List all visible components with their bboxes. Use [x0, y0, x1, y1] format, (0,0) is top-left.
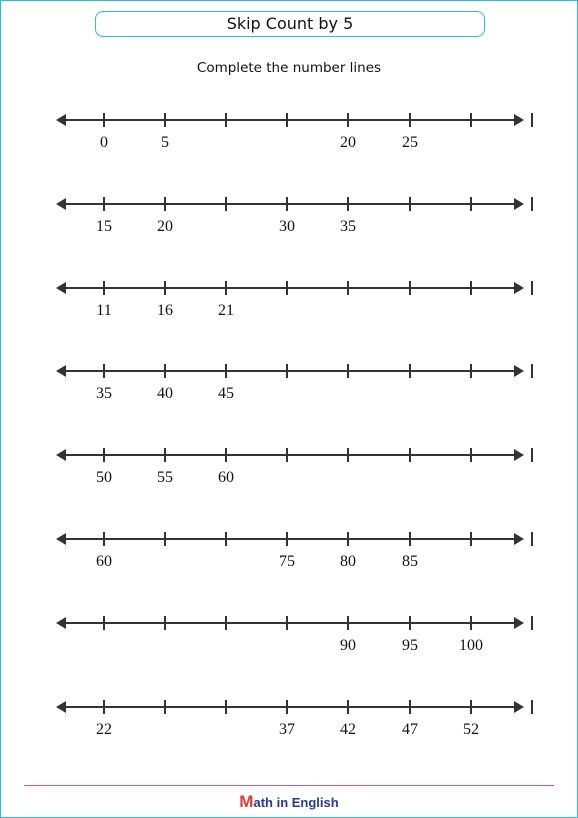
tick-mark: [531, 700, 533, 714]
tick-mark: [286, 364, 288, 378]
tick-label: 40: [157, 385, 173, 402]
tick-mark: [409, 700, 411, 714]
arrow-right-icon: [514, 449, 524, 461]
tick-mark: [347, 113, 349, 127]
tick-label: 16: [157, 302, 173, 319]
tick-mark: [286, 532, 288, 546]
tick-mark: [286, 616, 288, 630]
tick-label: 100: [459, 637, 483, 654]
worksheet-title: Skip Count by 5: [95, 11, 485, 37]
tick-mark: [164, 197, 166, 211]
tick-mark: [347, 364, 349, 378]
arrow-right-icon: [514, 114, 524, 126]
tick-mark: [531, 532, 533, 546]
tick-mark: [286, 281, 288, 295]
tick-mark: [225, 616, 227, 630]
tick-mark: [409, 197, 411, 211]
tick-mark: [347, 616, 349, 630]
tick-label: 75: [279, 553, 295, 570]
tick-mark: [409, 281, 411, 295]
tick-label: 55: [157, 469, 173, 486]
number-line: [56, 278, 524, 319]
tick-label: 52: [463, 721, 479, 738]
tick-mark: [103, 700, 105, 714]
tick-label: 5: [161, 134, 169, 151]
tick-label: 35: [340, 218, 356, 235]
tick-mark: [286, 113, 288, 127]
number-line-axis: [64, 622, 516, 624]
tick-mark: [409, 532, 411, 546]
tick-mark: [531, 113, 533, 127]
tick-mark: [409, 448, 411, 462]
arrow-left-icon: [56, 114, 66, 126]
tick-mark: [103, 364, 105, 378]
number-line: [56, 110, 524, 151]
tick-mark: [225, 113, 227, 127]
tick-label: 50: [96, 469, 112, 486]
tick-mark: [531, 616, 533, 630]
arrow-left-icon: [56, 449, 66, 461]
tick-mark: [347, 448, 349, 462]
tick-mark: [470, 197, 472, 211]
tick-mark: [164, 700, 166, 714]
tick-mark: [164, 364, 166, 378]
arrow-left-icon: [56, 282, 66, 294]
tick-mark: [225, 197, 227, 211]
tick-mark: [103, 113, 105, 127]
tick-mark: [103, 281, 105, 295]
number-line: [56, 194, 524, 235]
brand-logo: [0, 792, 578, 812]
arrow-left-icon: [56, 198, 66, 210]
number-line: [56, 613, 524, 654]
tick-mark: [347, 532, 349, 546]
tick-mark: [164, 532, 166, 546]
arrow-right-icon: [514, 282, 524, 294]
tick-label: 25: [402, 134, 418, 151]
tick-mark: [470, 532, 472, 546]
tick-mark: [409, 113, 411, 127]
tick-label: 15: [96, 218, 112, 235]
number-line: [56, 361, 524, 402]
tick-label: 47: [402, 721, 418, 738]
tick-mark: [347, 197, 349, 211]
tick-label: 60: [218, 469, 234, 486]
arrow-right-icon: [514, 617, 524, 629]
tick-mark: [103, 197, 105, 211]
tick-mark: [103, 616, 105, 630]
tick-mark: [409, 616, 411, 630]
worksheet-subtitle: Complete the number lines: [196, 60, 382, 76]
tick-mark: [103, 532, 105, 546]
footer-divider: [24, 785, 554, 786]
tick-mark: [286, 197, 288, 211]
arrow-right-icon: [514, 198, 524, 210]
arrow-left-icon: [56, 533, 66, 545]
tick-mark: [347, 281, 349, 295]
tick-mark: [286, 700, 288, 714]
tick-label: 22: [96, 721, 112, 738]
tick-mark: [164, 113, 166, 127]
number-line: [56, 697, 524, 738]
tick-mark: [470, 616, 472, 630]
tick-mark: [225, 448, 227, 462]
number-line-axis: [64, 203, 516, 205]
tick-mark: [225, 281, 227, 295]
number-line: [56, 445, 524, 486]
tick-mark: [470, 113, 472, 127]
tick-mark: [347, 700, 349, 714]
number-line-axis: [64, 454, 516, 456]
arrow-left-icon: [56, 701, 66, 713]
arrow-right-icon: [514, 533, 524, 545]
tick-label: 42: [340, 721, 356, 738]
number-line-axis: [64, 119, 516, 121]
tick-label: 60: [96, 553, 112, 570]
tick-mark: [470, 364, 472, 378]
tick-label: 90: [340, 637, 356, 654]
brand-letter-m: M: [239, 792, 254, 811]
tick-label: 35: [96, 385, 112, 402]
number-line-axis: [64, 706, 516, 708]
tick-label: 30: [279, 218, 295, 235]
tick-mark: [164, 281, 166, 295]
tick-mark: [225, 532, 227, 546]
tick-mark: [286, 448, 288, 462]
tick-mark: [470, 448, 472, 462]
tick-mark: [103, 448, 105, 462]
tick-mark: [225, 364, 227, 378]
tick-label: 21: [218, 302, 234, 319]
tick-mark: [225, 700, 227, 714]
brand-text: ath in English: [253, 795, 339, 810]
tick-mark: [164, 448, 166, 462]
tick-label: 0: [100, 134, 108, 151]
tick-label: 80: [340, 553, 356, 570]
arrow-right-icon: [514, 365, 524, 377]
tick-mark: [409, 364, 411, 378]
tick-mark: [164, 616, 166, 630]
tick-label: 11: [96, 302, 112, 319]
tick-mark: [470, 281, 472, 295]
arrow-left-icon: [56, 365, 66, 377]
number-line-axis: [64, 287, 516, 289]
number-line-axis: [64, 370, 516, 372]
arrow-left-icon: [56, 617, 66, 629]
tick-label: 37: [279, 721, 295, 738]
number-line: [56, 529, 524, 570]
tick-mark: [531, 448, 533, 462]
tick-mark: [531, 364, 533, 378]
tick-label: 20: [157, 218, 173, 235]
tick-label: 85: [402, 553, 418, 570]
number-line-axis: [64, 538, 516, 540]
tick-label: 45: [218, 385, 234, 402]
tick-mark: [470, 700, 472, 714]
tick-label: 20: [340, 134, 356, 151]
arrow-right-icon: [514, 701, 524, 713]
tick-mark: [531, 281, 533, 295]
tick-label: 95: [402, 637, 418, 654]
tick-mark: [531, 197, 533, 211]
